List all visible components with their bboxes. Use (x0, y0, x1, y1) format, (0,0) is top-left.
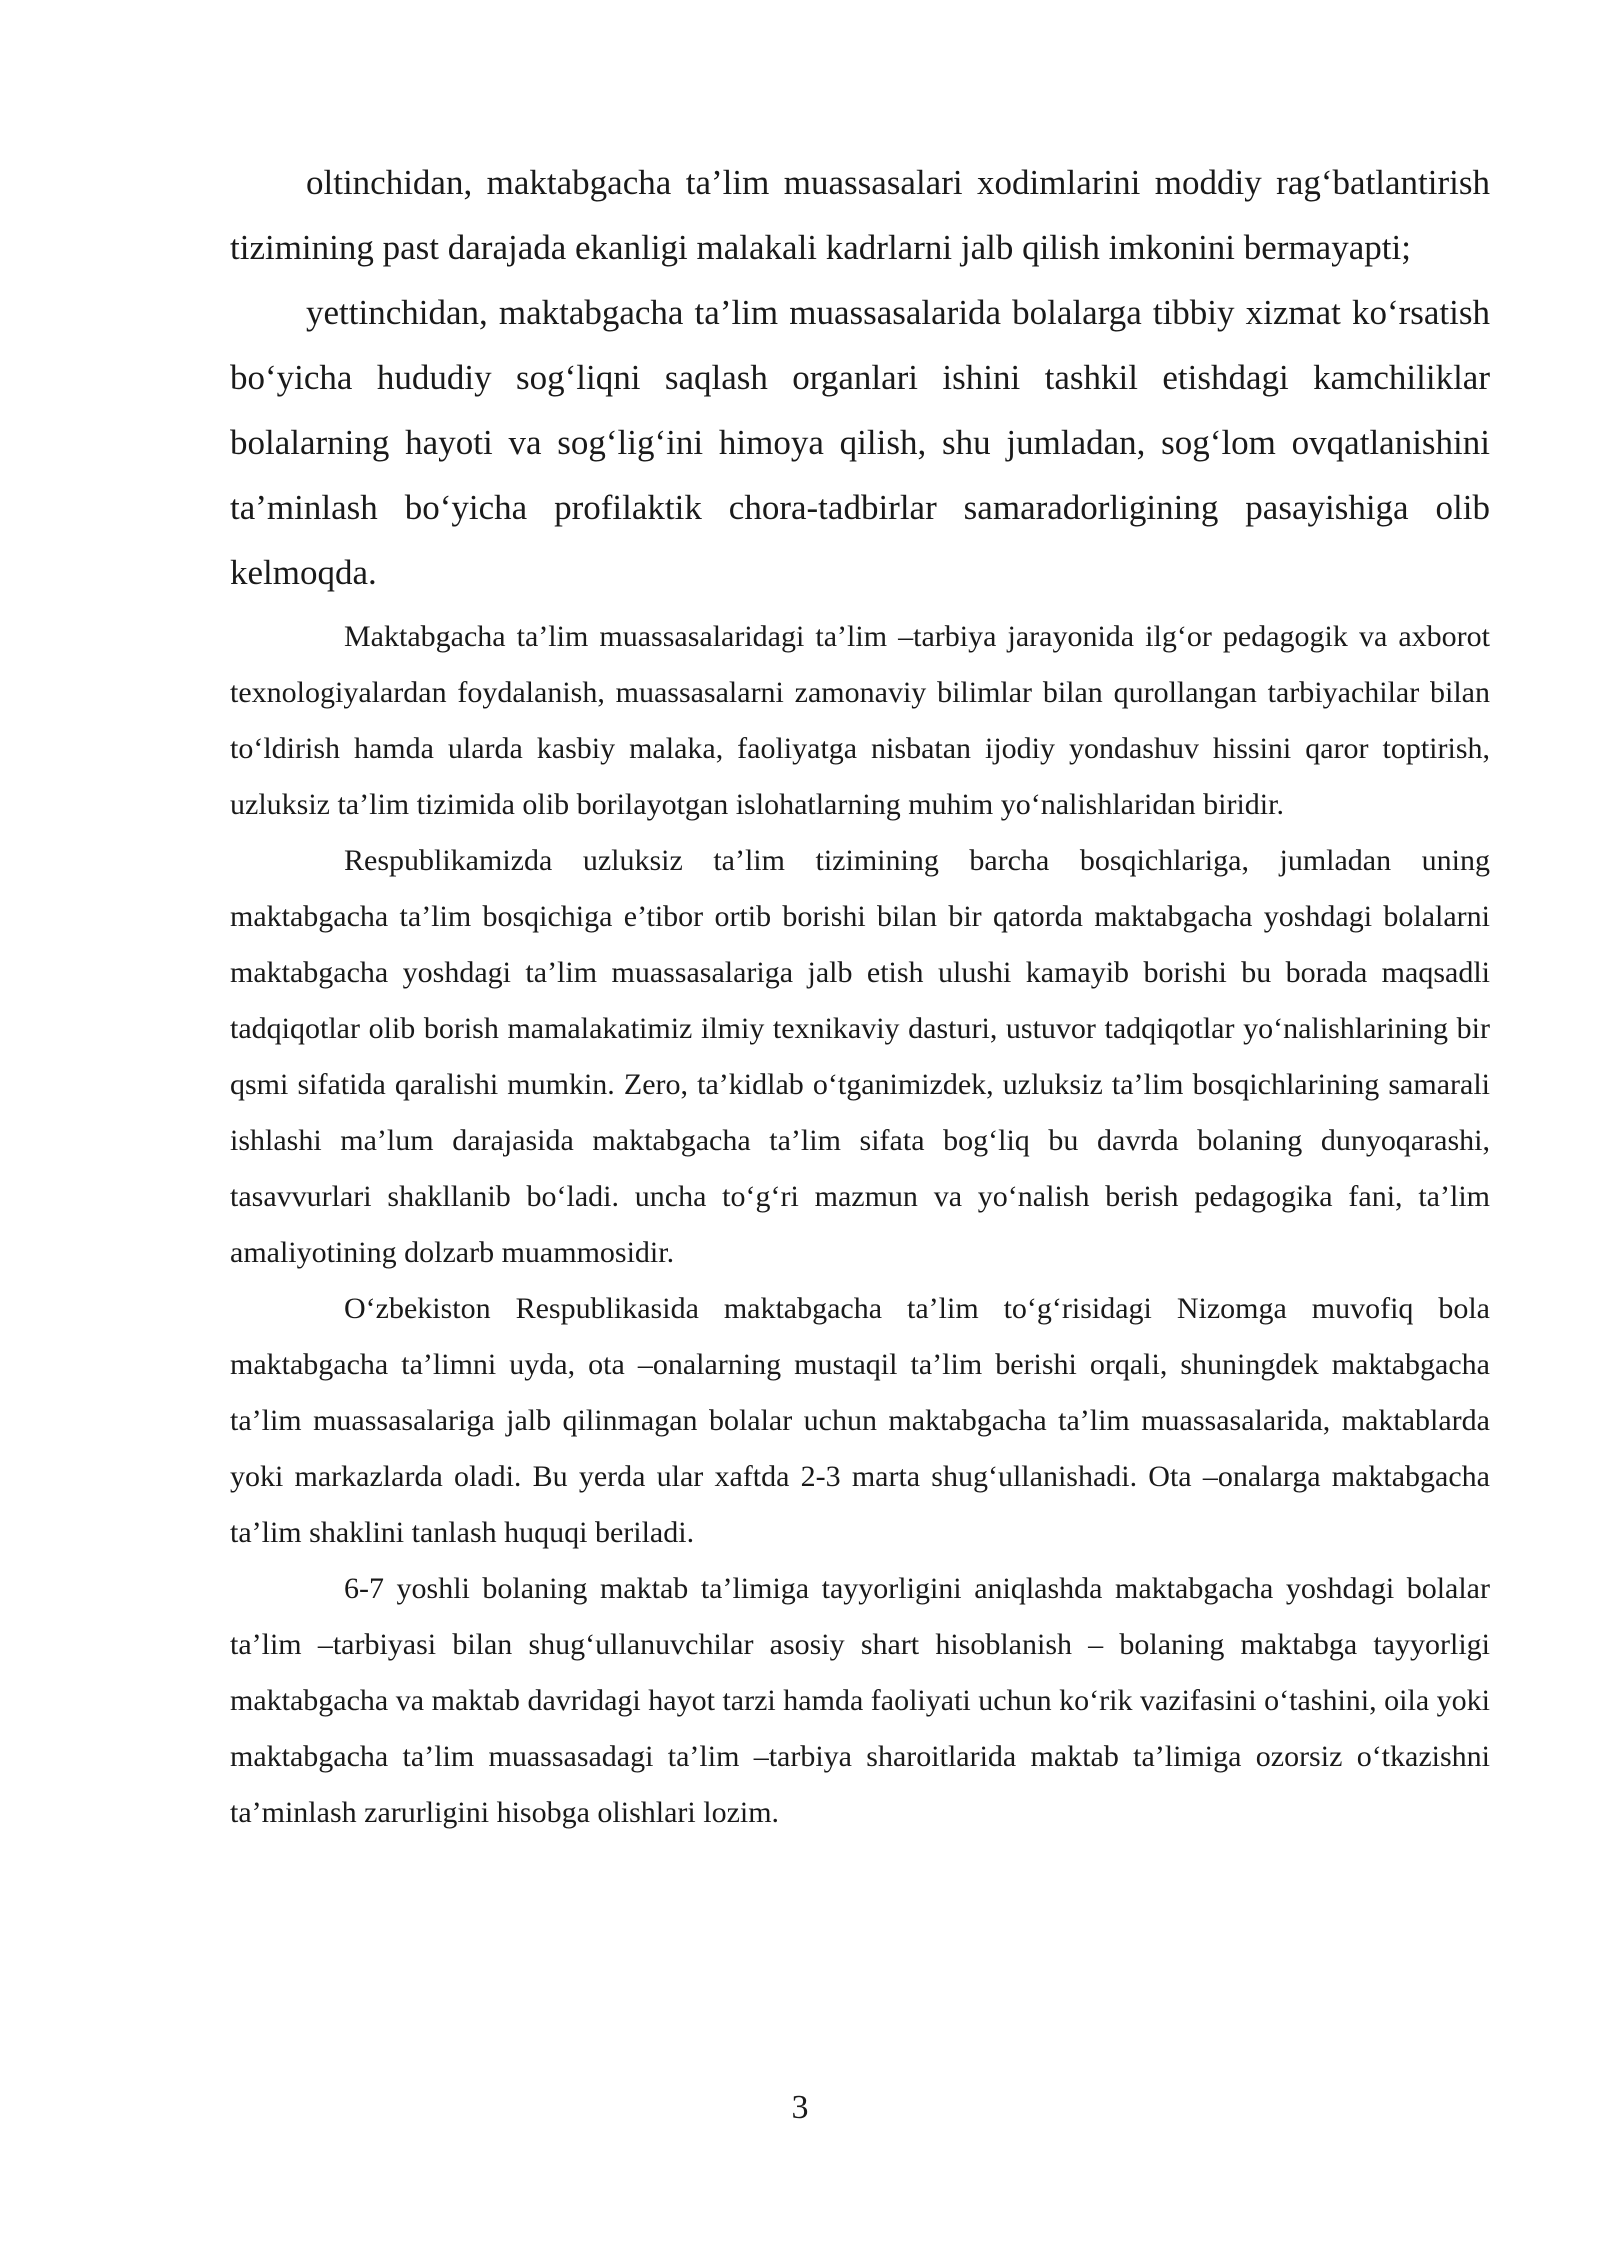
paragraph-pedagogical-technologies: Maktabgacha ta’lim muassasalaridagi ta’lim –tarbiya jarayonida ilg‘or pedagogik va axborot texnologiyalardan foydalanish, muassasalarni zamonaviy bilimlar bilan qurollangan tarbiyachilar bilan to‘ldirish hamda ularda kasbiy malaka, faoliyatga nisbatan ijodiy yondashuv hissini qaror toptirish, uzluksiz ta’lim tizimida olib borilayotgan islohatlarning muhim yo‘nalishlaridan biridir. (230, 620, 1490, 821)
body-text-block (230, 609, 1490, 1841)
page-number: 3 (791, 2089, 809, 2126)
paragraph-school-readiness: 6-7 yoshli bolaning maktab ta’limiga tayyorligini aniqlashda maktabgacha yoshdagi bolalar ta’lim –tarbiyasi bilan shug‘ullanuvchilar asosiy shart hisoblanish – bolaning maktabga tayyorligi maktabgacha va maktab davridagi hayot tarzi hamda faoliyati uchun ko‘rik vazifasini o‘tashini, oila yoki maktabgacha ta’lim muassasadagi ta’lim –tarbiya sharoitlarida maktab ta’limiga ozorsiz o‘tkazishni ta’minlash zarurligini hisobga olishlari lozim. (230, 1572, 1490, 1829)
page-body (230, 150, 1490, 1841)
paragraph-yettinchidan: yettinchidan, maktabgacha ta’lim muassasalarida bolalarga tibbiy xizmat ko‘rsatish bo‘yicha hududiy sog‘liqni saqlash organlari ishini tashkil etishdagi kamchiliklar bolalarning hayoti va sog‘lig‘ini himoya qilish, shu jumladan, sog‘lom ovqatlanishini ta’minlash bo‘yicha profilaktik chora-tadbirlar samaradorligining pasayishiga olib kelmoqda. (230, 293, 1490, 592)
paragraph-oltinchidan: oltinchidan, maktabgacha ta’lim muassasalari xodimlarini moddiy rag‘batlantirish tizimining past darajada ekanligi malakali kadrlarni jalb qilish imkonini bermayapti; (230, 163, 1490, 267)
paragraph-continuous-education: Respublikamizda uzluksiz ta’lim tizimining barcha bosqichlariga, jumladan uning maktabgacha ta’lim bosqichiga e’tibor ortib borishi bilan bir qatorda maktabgacha yoshdagi bolalarni maktabgacha yoshdagi ta’lim muassasalariga jalb etish ulushi kamayib borishi bu borada maqsadli tadqiqotlar olib borish mamalakatimiz ilmiy texnikaviy dasturi, ustuvor tadqiqotlar yo‘nalishlarining bir qsmi sifatida qaralishi mumkin. Zero, ta’kidlab o‘tganimizdek, uzluksiz ta’lim bosqichlarining samarali ishlashi ma’lum darajasida maktabgacha ta’lim sifata bog‘liq bu davrda bolaning dunyoqarashi, tasavvurlari shakllanib bo‘ladi. uncha to‘g‘ri mazmun va yo‘nalish berish pedagogika fani, ta’lim amaliyotining dolzarb muammosidir. (230, 844, 1490, 1269)
paragraph-regulation: O‘zbekiston Respublikasida maktabgacha ta’lim to‘g‘risidagi Nizomga muvofiq bola maktabgacha ta’limni uyda, ota –onalarning mustaqil ta’lim berishi orqali, shuningdek maktabgacha ta’lim muassasalariga jalb qilinmagan bolalar uchun maktabgacha ta’lim muassasalarida, maktablarda yoki markazlarda oladi. Bu yerda ular xaftda 2-3 marta shug‘ullanishadi. Ota –onalarga maktabgacha ta’lim shaklini tanlash huquqi beriladi. (230, 1292, 1490, 1549)
